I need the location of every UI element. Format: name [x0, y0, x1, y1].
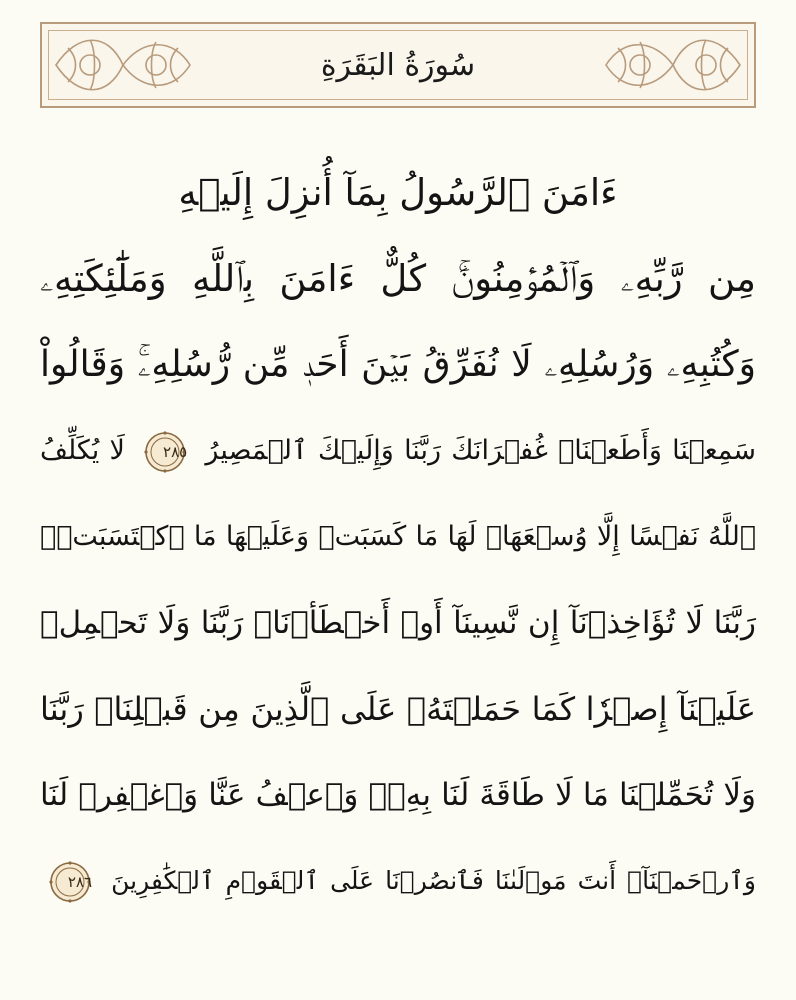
verse-text-segment: سَمِعۡنَا وَأَطَعۡنَاۖ غُفۡرَانَكَ رَبَّنَا وَإِلَيۡكَ ٱلۡمَصِيرُ: [205, 435, 756, 466]
verse-text-segment: لَا يُكَلِّفُ: [40, 435, 125, 466]
verse-line: وَكُتُبِهِۦ وَرُسُلِهِۦ لَا نُفَرِّقُ بَيۡنَ أَحَدٖ مِّن رُّسُلِهِۦۚ وَقَالُواْ: [40, 344, 756, 385]
surah-title: سُورَةُ البَقَرَةِ: [320, 48, 476, 83]
verse-line: وَلَا تُحَمِّلۡنَا مَا لَا طَاقَةَ لَنَا بِهِۦۖ وَٱعۡفُ عَنَّا وَٱغۡفِرۡ لَنَا: [40, 777, 756, 813]
surah-header-frame: [40, 22, 756, 108]
verse-text-segment: وَٱرۡحَمۡنَآۚ أَنتَ مَوۡلَىٰنَا فَٱنصُرۡنَا عَلَى ٱلۡقَوۡمِ ٱلۡكَٰفِرِينَ: [111, 866, 756, 895]
verse-line: رَبَّنَا لَا تُؤَاخِذۡنَآ إِن نَّسِينَآ أَوۡ أَخۡطَأۡنَاۚ رَبَّنَا وَلَا تَحۡمِلۡ: [40, 605, 756, 641]
verse-line: ٱللَّهُ نَفۡسًا إِلَّا وُسۡعَهَاۚ لَهَا مَا كَسَبَتۡ وَعَلَيۡهَا مَا ٱكۡتَسَبَتۡۗ: [40, 521, 756, 552]
quran-text-block: [40, 150, 756, 924]
verse-line: ءَامَنَ ٱلرَّسُولُ بِمَآ أُنزِلَ إِلَيۡهِ: [178, 171, 618, 214]
verse-line: [40, 838, 756, 924]
ayah-number: ٢٨٦: [67, 873, 92, 891]
ayah-number-marker: [143, 430, 187, 474]
verse-line: [40, 408, 756, 494]
ayah-number-marker: [48, 860, 92, 904]
verse-line: عَلَيۡنَآ إِصۡرٗا كَمَا حَمَلۡتَهُۥ عَلَى ٱلَّذِينَ مِن قَبۡلِنَاۚ رَبَّنَا: [40, 690, 756, 728]
ayah-number: ٢٨٥: [163, 442, 188, 461]
verse-line: مِن رَّبِّهِۦ وَٱلۡمُؤۡمِنُونَۚ كُلٌّ ءَامَنَ بِٱللَّهِ وَمَلَٰٓئِكَتِهِۦ: [40, 257, 756, 300]
